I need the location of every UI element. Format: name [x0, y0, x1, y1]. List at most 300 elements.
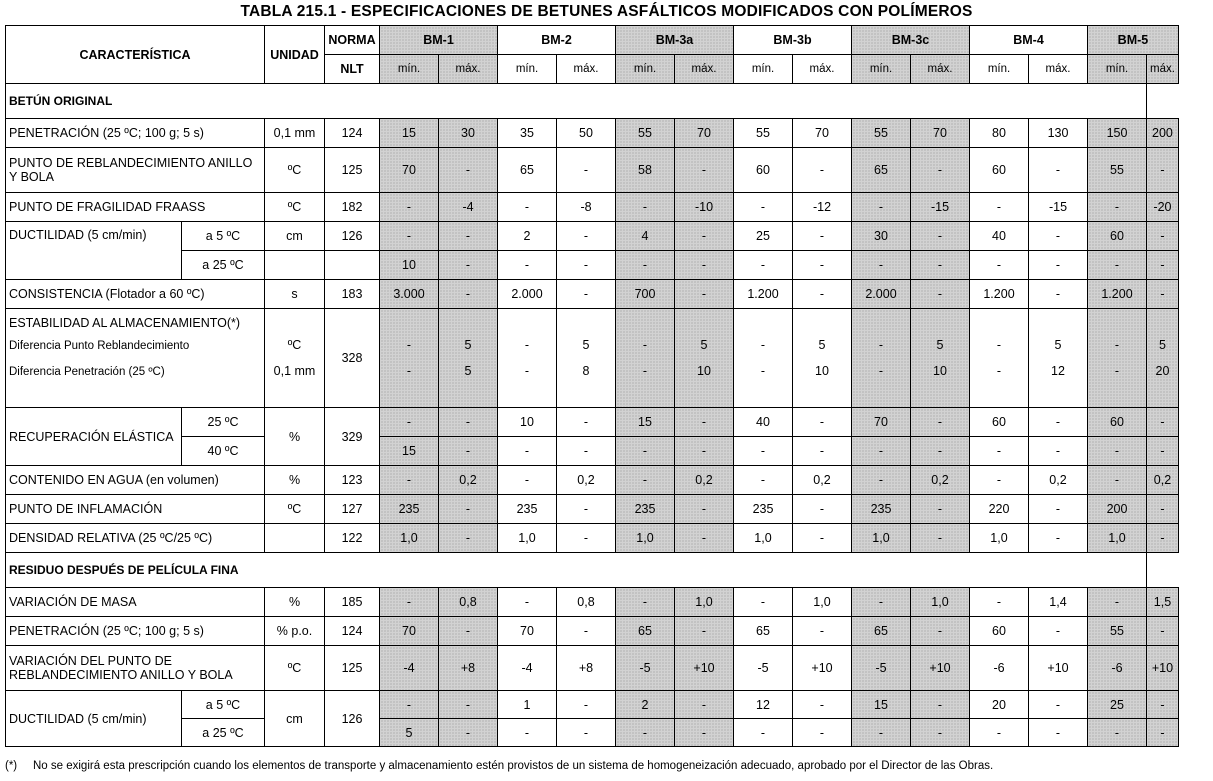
row-unit: %	[265, 588, 325, 617]
value-cell: 235	[616, 495, 675, 524]
table-row	[6, 495, 1179, 524]
value-cell: -	[439, 719, 498, 747]
value-cell: 5 12	[1029, 309, 1088, 408]
value-cell: -	[557, 617, 616, 646]
row-norm: 127	[325, 495, 380, 524]
value-cell: -	[439, 408, 498, 437]
value-cell: -	[616, 588, 675, 617]
value-cell: -	[557, 251, 616, 280]
value-cell: 0,2	[675, 466, 734, 495]
table-row	[6, 251, 1179, 280]
value-cell: 70	[498, 617, 557, 646]
value-cell: +8	[557, 646, 616, 691]
row-norm: 182	[325, 193, 380, 222]
row-norm: 122	[325, 524, 380, 553]
value-cell: -	[793, 719, 852, 747]
row-label	[6, 309, 265, 408]
value-cell: 1,0	[616, 524, 675, 553]
value-cell: -	[734, 437, 793, 466]
value-cell: - -	[852, 309, 911, 408]
row-label: DUCTILIDAD (5 cm/min)	[6, 222, 182, 280]
value-cell: -	[498, 466, 557, 495]
value-cell: - -	[498, 309, 557, 408]
value-cell: -	[911, 408, 970, 437]
table-row	[6, 119, 1179, 148]
row-norm: 329	[325, 408, 380, 466]
value-cell: -	[1147, 495, 1179, 524]
value-cell: 2.000	[852, 280, 911, 309]
value-cell: 5 10	[793, 309, 852, 408]
value-cell: 10	[380, 251, 439, 280]
footnote	[5, 760, 1210, 772]
value-cell: -6	[970, 646, 1029, 691]
value-cell: -	[970, 466, 1029, 495]
table-row	[6, 437, 1179, 466]
value-cell: 55	[1088, 617, 1147, 646]
value-cell: -	[439, 437, 498, 466]
value-cell: 55	[852, 119, 911, 148]
table-row	[6, 309, 1179, 408]
header-unidad: UNIDAD	[265, 26, 325, 84]
value-cell: 55	[616, 119, 675, 148]
value-cell: 1,0	[380, 524, 439, 553]
header-max: máx.	[793, 55, 852, 84]
value-cell: -	[911, 719, 970, 747]
value-cell: 10	[498, 408, 557, 437]
value-cell: -	[734, 719, 793, 747]
value-cell: -15	[1029, 193, 1088, 222]
header-min: mín.	[616, 55, 675, 84]
value-cell: 30	[439, 119, 498, 148]
value-cell: -	[616, 466, 675, 495]
value-cell: -12	[793, 193, 852, 222]
row-unit: cm	[265, 691, 325, 747]
table-row	[6, 148, 1179, 193]
header-max: máx.	[911, 55, 970, 84]
value-cell: -	[793, 280, 852, 309]
value-cell: -	[793, 251, 852, 280]
value-cell: 1,0	[911, 588, 970, 617]
header-grade-bm5: BM-5	[1088, 26, 1179, 55]
header-min: mín.	[852, 55, 911, 84]
value-cell: -	[852, 251, 911, 280]
value-cell: 235	[734, 495, 793, 524]
header-max: máx.	[1029, 55, 1088, 84]
value-cell: -	[557, 691, 616, 719]
row-label: PUNTO DE FRAGILIDAD FRAASS	[6, 193, 265, 222]
value-cell: -	[675, 691, 734, 719]
header-max: máx.	[439, 55, 498, 84]
value-cell: 0,8	[439, 588, 498, 617]
value-cell: 20	[970, 691, 1029, 719]
value-cell: -	[498, 193, 557, 222]
row-label: VARIACIÓN DE MASA	[6, 588, 265, 617]
table-row	[6, 691, 1179, 719]
value-cell: -	[911, 251, 970, 280]
row-unit: ºC	[265, 193, 325, 222]
value-cell: -	[734, 466, 793, 495]
value-cell: -	[852, 719, 911, 747]
value-cell: 65	[852, 617, 911, 646]
table-row	[6, 588, 1179, 617]
row-label: CONSISTENCIA (Flotador a 60 ºC)	[6, 280, 265, 309]
value-cell: -8	[557, 193, 616, 222]
value-cell: -	[852, 588, 911, 617]
value-cell: 1.200	[970, 280, 1029, 309]
value-cell: 55	[1088, 148, 1147, 193]
row-sublabel: a 25 ºC	[182, 719, 265, 747]
row-norm: 126	[325, 222, 380, 251]
value-cell: -6	[1088, 646, 1147, 691]
value-cell: -	[1147, 524, 1179, 553]
value-cell: 0,2	[911, 466, 970, 495]
row-label: PENETRACIÓN (25 ºC; 100 g; 5 s)	[6, 617, 265, 646]
value-cell: 0,8	[557, 588, 616, 617]
value-cell: 1,0	[734, 524, 793, 553]
value-cell: -	[616, 193, 675, 222]
value-cell: -	[1029, 617, 1088, 646]
value-cell: -	[1147, 408, 1179, 437]
row-unit	[265, 251, 325, 280]
table-row	[6, 719, 1179, 747]
header-grade-bm3c: BM-3c	[852, 26, 970, 55]
value-cell: 60	[970, 408, 1029, 437]
section-betun-original: BETÚN ORIGINAL	[6, 84, 1147, 119]
value-cell: -	[970, 588, 1029, 617]
value-cell: 65	[616, 617, 675, 646]
value-cell: -	[911, 617, 970, 646]
value-cell: 1,0	[498, 524, 557, 553]
value-cell: -	[557, 222, 616, 251]
value-cell: -	[970, 193, 1029, 222]
value-cell: -	[675, 251, 734, 280]
row-label: PUNTO DE INFLAMACIÓN	[6, 495, 265, 524]
value-cell: 60	[970, 148, 1029, 193]
row-norm: 183	[325, 280, 380, 309]
value-cell: 1	[498, 691, 557, 719]
unit-line: ºC	[287, 338, 302, 352]
row-unit	[265, 309, 325, 408]
value-cell: 200	[1147, 119, 1179, 148]
value-cell: +8	[439, 646, 498, 691]
value-cell: -	[1029, 495, 1088, 524]
value-cell: 60	[734, 148, 793, 193]
row-unit: ºC	[265, 148, 325, 193]
value-cell: 35	[498, 119, 557, 148]
row-sublabel: 40 ºC	[182, 437, 265, 466]
row-unit: ºC	[265, 495, 325, 524]
value-cell: 65	[734, 617, 793, 646]
value-cell: - -	[734, 309, 793, 408]
value-cell: 5 5	[439, 309, 498, 408]
value-cell: 70	[911, 119, 970, 148]
value-cell: -	[1088, 251, 1147, 280]
value-cell: -	[911, 222, 970, 251]
value-cell: -5	[734, 646, 793, 691]
value-cell: -	[1029, 280, 1088, 309]
value-cell: -	[911, 280, 970, 309]
row-norm: 126	[325, 691, 380, 747]
value-cell: -	[793, 691, 852, 719]
value-cell: -	[793, 437, 852, 466]
value-cell: 1,0	[970, 524, 1029, 553]
value-cell: -	[675, 495, 734, 524]
row-unit: s	[265, 280, 325, 309]
value-cell: -	[911, 437, 970, 466]
row-sublabel: a 5 ºC	[182, 222, 265, 251]
value-cell: -	[793, 408, 852, 437]
value-cell: -	[852, 193, 911, 222]
value-cell: 1,0	[1088, 524, 1147, 553]
value-cell: -	[1029, 524, 1088, 553]
value-cell: 5 20	[1147, 309, 1179, 408]
value-cell: -	[970, 437, 1029, 466]
value-cell: -	[1088, 719, 1147, 747]
header-min: mín.	[380, 55, 439, 84]
section-residuo: RESIDUO DESPUÉS DE PELÍCULA FINA	[6, 553, 1147, 588]
value-cell: 58	[616, 148, 675, 193]
row-norm: 123	[325, 466, 380, 495]
value-cell: 4	[616, 222, 675, 251]
row-unit: cm	[265, 222, 325, 251]
value-cell: 15	[380, 119, 439, 148]
row-unit: %	[265, 408, 325, 466]
value-cell: 15	[380, 437, 439, 466]
table-row	[6, 524, 1179, 553]
value-cell: -	[557, 495, 616, 524]
header-min: mín.	[1088, 55, 1147, 84]
value-cell: -	[793, 222, 852, 251]
value-cell: -	[439, 251, 498, 280]
value-cell: - -	[616, 309, 675, 408]
value-cell: -	[1147, 148, 1179, 193]
value-cell: 2.000	[498, 280, 557, 309]
table-row	[6, 280, 1179, 309]
value-cell: 2	[616, 691, 675, 719]
estabilidad-title: ESTABILIDAD AL ALMACENAMIENTO(*)	[9, 316, 241, 330]
value-cell: -	[675, 280, 734, 309]
value-cell: -	[1147, 691, 1179, 719]
value-cell: 15	[852, 691, 911, 719]
value-cell: 50	[557, 119, 616, 148]
value-cell: -	[557, 524, 616, 553]
value-cell: -	[1088, 466, 1147, 495]
value-cell: -	[498, 251, 557, 280]
value-cell: -	[557, 437, 616, 466]
value-cell: -	[380, 193, 439, 222]
value-cell: -	[1029, 437, 1088, 466]
value-cell: -	[675, 408, 734, 437]
value-cell: -	[793, 524, 852, 553]
value-cell: 70	[793, 119, 852, 148]
value-cell: -4	[380, 646, 439, 691]
value-cell: 12	[734, 691, 793, 719]
value-cell: -	[793, 617, 852, 646]
header-caracteristica: CARACTERÍSTICA	[6, 26, 265, 84]
row-unit: 0,1 mm	[265, 119, 325, 148]
value-cell: 70	[852, 408, 911, 437]
value-cell: 1,0	[675, 588, 734, 617]
value-cell: -	[1029, 148, 1088, 193]
value-cell: +10	[675, 646, 734, 691]
value-cell: -15	[911, 193, 970, 222]
header-min: mín.	[734, 55, 793, 84]
header-norma: NORMA	[325, 26, 380, 55]
row-norm: 124	[325, 119, 380, 148]
value-cell: 80	[970, 119, 1029, 148]
value-cell: -	[439, 495, 498, 524]
value-cell: 60	[1088, 408, 1147, 437]
value-cell: -	[911, 691, 970, 719]
value-cell: 5 10	[675, 309, 734, 408]
value-cell: -	[1147, 437, 1179, 466]
value-cell: 30	[852, 222, 911, 251]
value-cell: -5	[852, 646, 911, 691]
value-cell: 40	[970, 222, 1029, 251]
value-cell: -	[380, 691, 439, 719]
value-cell: -	[911, 148, 970, 193]
value-cell: 65	[852, 148, 911, 193]
value-cell: 25	[1088, 691, 1147, 719]
value-cell: 70	[380, 148, 439, 193]
row-label: RECUPERACIÓN ELÁSTICA	[6, 408, 182, 466]
value-cell: -	[380, 466, 439, 495]
value-cell: -	[1029, 408, 1088, 437]
row-label: CONTENIDO EN AGUA (en volumen)	[6, 466, 265, 495]
value-cell: 60	[1088, 222, 1147, 251]
row-label: VARIACIÓN DEL PUNTO DE REBLANDECIMIENTO ANILLO Y BOLA	[6, 646, 265, 691]
value-cell: -	[616, 719, 675, 747]
row-unit	[265, 524, 325, 553]
header-grade-bm4: BM-4	[970, 26, 1088, 55]
value-cell: 1.200	[1088, 280, 1147, 309]
value-cell: 235	[852, 495, 911, 524]
value-cell: -	[439, 691, 498, 719]
value-cell: -	[557, 719, 616, 747]
value-cell: 0,2	[439, 466, 498, 495]
value-cell: 220	[970, 495, 1029, 524]
row-label: DENSIDAD RELATIVA (25 ºC/25 ºC)	[6, 524, 265, 553]
value-cell: -	[439, 222, 498, 251]
table-row	[6, 646, 1179, 691]
value-cell: 5 10	[911, 309, 970, 408]
value-cell: -	[557, 408, 616, 437]
value-cell: 5 8	[557, 309, 616, 408]
value-cell: 2	[498, 222, 557, 251]
value-cell: - -	[1088, 309, 1147, 408]
row-unit: %	[265, 466, 325, 495]
value-cell: 70	[675, 119, 734, 148]
table-row	[6, 466, 1179, 495]
value-cell: - -	[380, 309, 439, 408]
value-cell: -	[1147, 617, 1179, 646]
value-cell: 65	[498, 148, 557, 193]
row-norm	[325, 251, 380, 280]
value-cell: -20	[1147, 193, 1179, 222]
value-cell: -	[675, 148, 734, 193]
row-norm: 185	[325, 588, 380, 617]
value-cell: -	[911, 524, 970, 553]
value-cell: -	[734, 193, 793, 222]
unit-line: 0,1 mm	[273, 364, 316, 378]
value-cell: -	[852, 437, 911, 466]
footnote-mark: (*)	[5, 760, 18, 772]
row-norm: 124	[325, 617, 380, 646]
value-cell: 40	[734, 408, 793, 437]
value-cell: 1,5	[1147, 588, 1179, 617]
value-cell: -	[675, 617, 734, 646]
table-row	[6, 193, 1179, 222]
value-cell: -	[439, 148, 498, 193]
estabilidad-sub2: Diferencia Penetración (25 ºC)	[9, 366, 165, 378]
value-cell: -	[557, 148, 616, 193]
value-cell: -	[1088, 193, 1147, 222]
value-cell: 1.200	[734, 280, 793, 309]
value-cell: -	[616, 251, 675, 280]
header-grade-bm3a: BM-3a	[616, 26, 734, 55]
value-cell: 150	[1088, 119, 1147, 148]
header-grade-bm1: BM-1	[380, 26, 498, 55]
value-cell: 3.000	[380, 280, 439, 309]
table-row	[6, 617, 1179, 646]
row-sublabel: 25 ºC	[182, 408, 265, 437]
value-cell: +10	[1147, 646, 1179, 691]
value-cell: -	[380, 222, 439, 251]
value-cell: -	[1147, 251, 1179, 280]
value-cell: +10	[911, 646, 970, 691]
specifications-table	[5, 25, 1179, 747]
value-cell: -	[675, 222, 734, 251]
value-cell: 235	[380, 495, 439, 524]
value-cell: -	[1029, 251, 1088, 280]
value-cell: 60	[970, 617, 1029, 646]
value-cell: - -	[970, 309, 1029, 408]
value-cell: -	[498, 588, 557, 617]
row-unit: ºC	[265, 646, 325, 691]
table-row	[6, 408, 1179, 437]
value-cell: 130	[1029, 119, 1088, 148]
value-cell: -	[1029, 222, 1088, 251]
value-cell: -	[498, 719, 557, 747]
value-cell: -	[380, 588, 439, 617]
header-grade-bm2: BM-2	[498, 26, 616, 55]
row-label: DUCTILIDAD (5 cm/min)	[6, 691, 182, 747]
value-cell: -	[1088, 588, 1147, 617]
value-cell: -	[1147, 222, 1179, 251]
value-cell: 55	[734, 119, 793, 148]
value-cell: -	[734, 588, 793, 617]
value-cell: -	[439, 617, 498, 646]
row-norm: 125	[325, 646, 380, 691]
value-cell: -	[557, 280, 616, 309]
header-max: máx.	[557, 55, 616, 84]
row-sublabel: a 25 ºC	[182, 251, 265, 280]
header-max: máx.	[675, 55, 734, 84]
value-cell: -	[380, 408, 439, 437]
value-cell: -	[1029, 691, 1088, 719]
value-cell: -	[1088, 437, 1147, 466]
value-cell: -	[734, 251, 793, 280]
value-cell: -	[793, 148, 852, 193]
value-cell: 5	[380, 719, 439, 747]
estabilidad-sub1: Diferencia Punto Reblandecimiento	[9, 340, 190, 352]
value-cell: -	[439, 524, 498, 553]
row-norm: 125	[325, 148, 380, 193]
value-cell: -	[616, 437, 675, 466]
value-cell: 25	[734, 222, 793, 251]
header-min: mín.	[498, 55, 557, 84]
header-grade-bm3b: BM-3b	[734, 26, 852, 55]
